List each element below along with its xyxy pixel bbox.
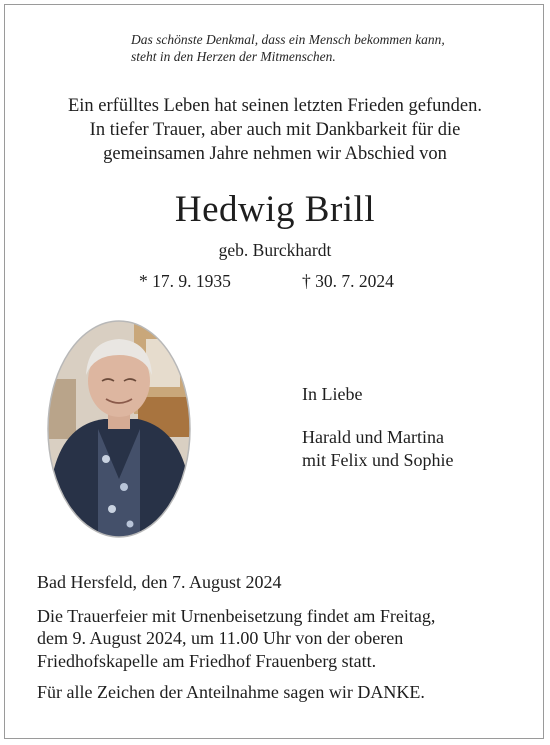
- ceremony-line-1: Die Trauerfeier mit Urnenbeisetzung findet am Freitag,: [37, 605, 436, 626]
- birth-date: * 17. 9. 1935: [139, 271, 231, 291]
- motto-line-2: steht in den Herzen der Mitmenschen.: [131, 49, 336, 64]
- intro-line-1: Ein erfülltes Leben hat seinen letzten Frieden gefunden.: [67, 96, 483, 116]
- thanks-line: Für alle Zeichen der Anteilnahme sagen wir DANKE.: [37, 682, 425, 702]
- place-date: Bad Hersfeld, den 7. August 2024: [37, 572, 282, 592]
- signoff-block: [302, 383, 454, 472]
- maiden-name: geb. Burckhardt: [218, 240, 332, 260]
- signoff-line-2: mit Felix und Sophie: [302, 450, 454, 470]
- ceremony-line-3: Friedhofskapelle am Friedhof Frauenberg statt.: [37, 650, 377, 671]
- ceremony-line-2: dem 9. August 2024, um 11.00 Uhr von der oberen: [37, 628, 404, 648]
- signoff-line-1: Harald und Martina: [302, 427, 444, 447]
- intro-line-2: In tiefer Trauer, aber auch mit Dankbarkeit für die: [89, 120, 461, 140]
- details-block: [37, 571, 527, 704]
- portrait-photo: [46, 319, 192, 539]
- intro-line-3: gemeinsamen Jahre nehmen wir Abschied von: [103, 144, 447, 164]
- ceremony-info: [37, 605, 527, 673]
- motto-quote: [131, 31, 521, 65]
- intro-text: [0, 94, 550, 166]
- deceased-name: Hedwig Brill: [174, 189, 376, 230]
- signoff-phrase: In Liebe: [302, 384, 363, 404]
- death-date: † 30. 7. 2024: [302, 271, 394, 291]
- motto-line-1: Das schönste Denkmal, dass ein Mensch bekommen kann,: [131, 32, 445, 47]
